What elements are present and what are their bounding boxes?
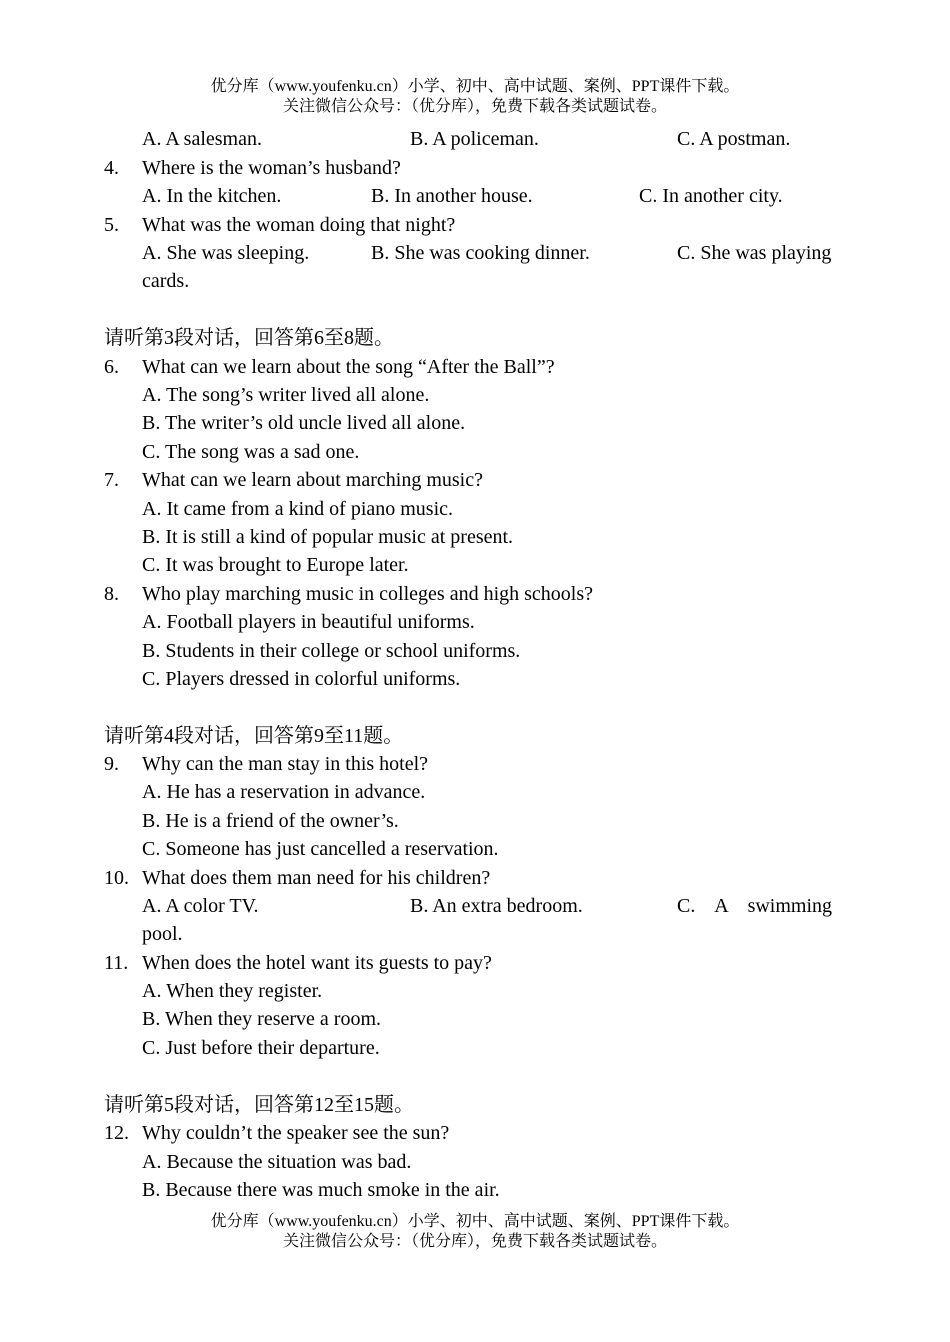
q6-number: 6. [104, 356, 119, 378]
q7-option-c: C. It was brought to Europe later. [142, 554, 409, 576]
q5-option-c: C. She was playing [677, 242, 832, 264]
q9-option-b: B. He is a friend of the owner’s. [142, 810, 399, 832]
q9-question: Why can the man stay in this hotel? [142, 753, 429, 775]
q12-question: Why couldn’t the speaker see the sun? [142, 1122, 450, 1144]
q8-option-b: B. Students in their college or school uniforms. [142, 640, 521, 662]
q7-option-a: A. It came from a kind of piano music. [142, 498, 454, 520]
q4-option-a: A. In the kitchen. [142, 185, 282, 207]
section-5-heading: 请听第5段对话，回答第12至15题。 [104, 1094, 414, 1116]
q8-option-c: C. Players dressed in colorful uniforms. [142, 668, 461, 690]
q4-number: 4. [104, 157, 119, 179]
q11-option-a: A. When they register. [142, 980, 323, 1002]
q5-question: What was the woman doing that night? [142, 214, 456, 236]
q10-number: 10. [104, 867, 129, 889]
q3-option-a: A. A salesman. [142, 128, 262, 150]
q9-number: 9. [104, 753, 119, 775]
q9-option-c: C. Someone has just cancelled a reservation. [142, 838, 499, 860]
q6-option-a: A. The song’s writer lived all alone. [142, 384, 430, 406]
q4-option-b: B. In another house. [371, 185, 533, 207]
q11-question: When does the hotel want its guests to pay? [142, 952, 492, 974]
header-line-1: 优分库（www.youfenku.cn）小学、初中、高中试题、案例、PPT课件下载。 [210, 78, 740, 95]
section-3-heading: 请听第3段对话，回答第6至8题。 [104, 327, 394, 349]
q8-option-a: A. Football players in beautiful uniforms. [142, 611, 475, 633]
q10-option-a: A. A color TV. [142, 895, 259, 917]
q8-question: Who play marching music in colleges and high schools? [142, 583, 594, 605]
q11-option-b: B. When they reserve a room. [142, 1008, 381, 1030]
q12-option-b: B. Because there was much smoke in the air. [142, 1179, 500, 1201]
q8-number: 8. [104, 583, 119, 605]
q5-option-a: A. She was sleeping. [142, 242, 310, 264]
q10-option-c-continued: pool. [142, 923, 183, 945]
q4-option-c: C. In another city. [639, 185, 783, 207]
q7-option-b: B. It is still a kind of popular music at present. [142, 526, 514, 548]
footer-line-1: 优分库（www.youfenku.cn）小学、初中、高中试题、案例、PPT课件下载。 [210, 1213, 740, 1230]
q10-option-b: B. An extra bedroom. [410, 895, 583, 917]
q3-option-b: B. A policeman. [410, 128, 539, 150]
header-line-2: 关注微信公众号：（优分库），免费下载各类试题试卷。 [282, 98, 667, 115]
q12-number: 12. [104, 1122, 129, 1144]
q7-question: What can we learn about marching music? [142, 469, 483, 491]
q10-option-c: C. A swimming [677, 895, 833, 917]
q6-option-c: C. The song was a sad one. [142, 441, 360, 463]
footer-line-2: 关注微信公众号：（优分库），免费下载各类试题试卷。 [282, 1233, 667, 1250]
q7-number: 7. [104, 469, 119, 491]
q9-option-a: A. He has a reservation in advance. [142, 781, 426, 803]
q11-number: 11. [104, 952, 129, 974]
q5-number: 5. [104, 214, 119, 236]
q6-option-b: B. The writer’s old uncle lived all alone. [142, 412, 466, 434]
q5-option-c-continued: cards. [142, 270, 190, 292]
q5-option-b: B. She was cooking dinner. [371, 242, 590, 264]
q12-option-a: A. Because the situation was bad. [142, 1151, 412, 1173]
q3-option-c: C. A postman. [677, 128, 791, 150]
section-4-heading: 请听第4段对话，回答第9至11题。 [104, 725, 404, 747]
q10-question: What does them man need for his children? [142, 867, 491, 889]
q6-question: What can we learn about the song “After the Ball”? [142, 356, 555, 378]
q4-question: Where is the woman’s husband? [142, 157, 401, 179]
q11-option-c: C. Just before their departure. [142, 1037, 380, 1059]
